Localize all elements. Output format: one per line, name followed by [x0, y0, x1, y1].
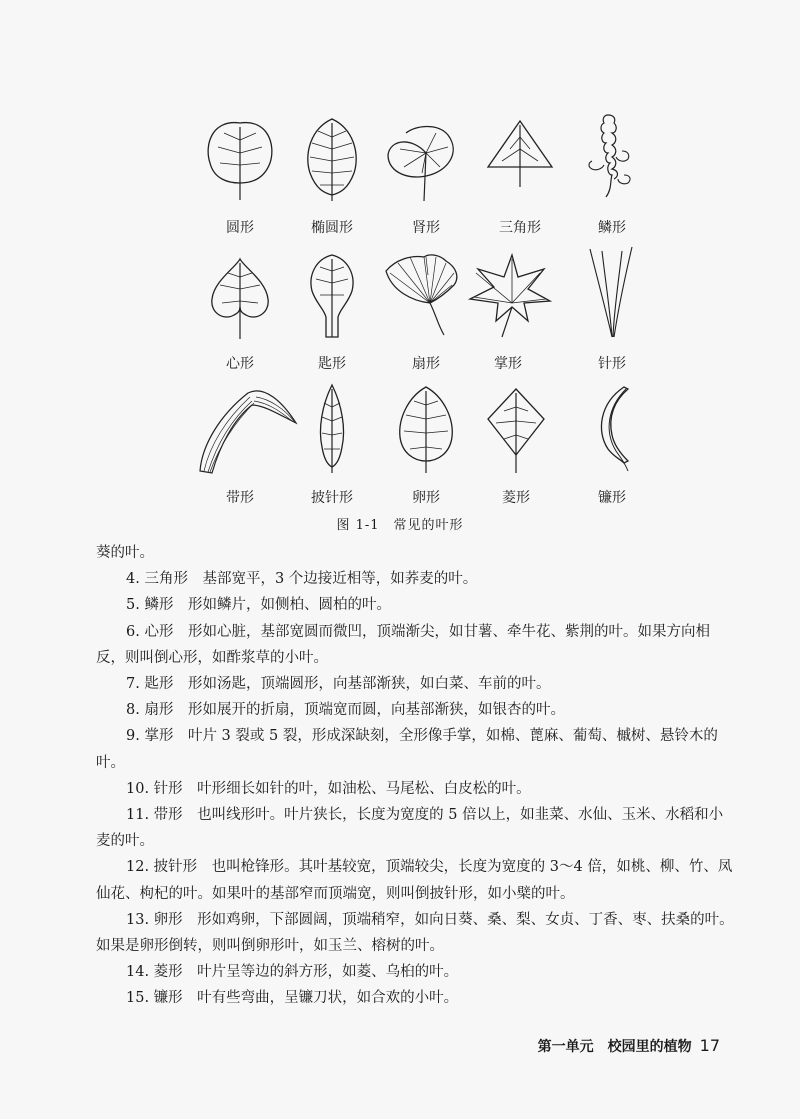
paragraph: 13. 卵形 形如鸡卵，下部圆阔，顶端稍窄，如向日葵、桑、梨、女贞、丁香、枣、扶桑的叶。如果是卵形倒转，则叫倒卵形叶，如玉兰、榕树的叶。: [96, 911, 734, 955]
paragraph: 10. 针形 叶形细长如针的叶，如油松、马尾松、白皮松的叶。: [126, 780, 531, 797]
paragraph: 6. 心形 形如心脏，基部宽圆而微凹，顶端渐尖，如甘薯、牵牛花、紫荆的叶。如果方向相反，则叫倒心形，如酢浆草的小叶。: [96, 623, 710, 666]
page-footer: [538, 1036, 720, 1056]
leaf-label: 披针形: [311, 490, 353, 506]
rhomboid-leaf-drawing: [466, 375, 566, 485]
scale-leaf-drawing: [562, 105, 662, 215]
leaf-falcate: [562, 375, 662, 505]
leaf-label: 卵形: [412, 490, 440, 506]
falcate-leaf-drawing: [562, 375, 662, 485]
paragraph: 14. 菱形 叶片呈等边的斜方形，如菱、乌桕的叶。: [126, 964, 459, 981]
leaf-palmate: [458, 241, 558, 371]
leaf-shapes-figure: [190, 105, 660, 505]
leaf-linear: [190, 375, 290, 505]
cordate-leaf-drawing: [190, 241, 290, 351]
paragraph: 7. 匙形 形如汤匙，顶端圆形，向基部渐狭，如白菜、车前的叶。: [126, 676, 551, 693]
paragraph: 11. 带形 也叫线形叶。叶片狭长，长度为宽度的 5 倍以上，如韭菜、水仙、玉米、水稻和小麦的叶。: [96, 807, 724, 850]
leaf-label: 扇形: [412, 356, 440, 372]
leaf-label: 三角形: [499, 220, 541, 236]
leaf-ovate: [376, 375, 476, 505]
figure-caption: 图 1-1 常见的叶形: [336, 518, 464, 533]
page-number: 17: [699, 1036, 720, 1055]
leaf-label: 心形: [226, 356, 254, 372]
acicular-leaf-drawing: [562, 241, 662, 351]
leaf-label: 掌形: [494, 356, 522, 372]
leaf-reniform: [376, 105, 476, 235]
paragraph: 12. 披针形 也叫枪锋形。其叶基较宽，顶端较尖，长度为宽度的 3～4 倍，如桃、柳、竹、凤仙花、枸杞的叶。如果叶的基部窄而顶端宽，则叫倒披针形，如小檗的叶。: [96, 859, 733, 902]
palmate-leaf-drawing: [458, 241, 558, 351]
elliptic-leaf-drawing: [282, 105, 382, 215]
leaf-label: 肾形: [412, 220, 440, 236]
leaf-acicular: [562, 241, 662, 371]
paragraph: 8. 扇形 形如展开的折扇，顶端宽而圆，向基部渐狭，如银杏的叶。: [126, 702, 565, 719]
deltoid-leaf-drawing: [470, 105, 570, 215]
paragraph: 9. 掌形 叶片 3 裂或 5 裂，形成深缺刻，全形像手掌，如棉、蓖麻、葡萄、槭树、悬铃木的叶。: [96, 728, 718, 771]
leaf-lanceolate: [282, 375, 382, 505]
paragraph: 4. 三角形 基部宽平，3 个边接近相等，如荞麦的叶。: [126, 571, 478, 588]
paragraph: 葵的叶。: [96, 545, 154, 561]
leaf-label: 针形: [598, 356, 626, 372]
leaf-label: 鳞形: [598, 220, 626, 236]
leaf-rhomboid: [466, 375, 566, 505]
leaf-deltoid: [470, 105, 570, 235]
leaf-label: 菱形: [502, 490, 530, 506]
leaf-elliptic: [282, 105, 382, 235]
round-leaf-drawing: [190, 105, 290, 215]
reniform-leaf-drawing: [376, 105, 476, 215]
leaf-scale: [562, 105, 662, 235]
leaf-round: [190, 105, 290, 235]
spatulate-leaf-drawing: [282, 241, 382, 351]
leaf-label: 匙形: [318, 356, 346, 372]
leaf-label: 带形: [226, 490, 254, 506]
section-title: 第一单元 校园里的植物: [537, 1039, 692, 1055]
paragraph: 15. 镰形 叶有些弯曲，呈镰刀状，如合欢的小叶。: [126, 990, 459, 1007]
paragraph: 5. 鳞形 形如鳞片，如侧柏、圆柏的叶。: [126, 597, 391, 614]
leaf-label: 镰形: [598, 490, 626, 506]
body-text: [96, 540, 736, 1012]
lanceolate-leaf-drawing: [282, 375, 382, 485]
leaf-cordate: [190, 241, 290, 371]
ovate-leaf-drawing: [376, 375, 476, 485]
leaf-label: 椭圆形: [311, 220, 353, 236]
leaf-spatulate: [282, 241, 382, 371]
leaf-label: 圆形: [226, 220, 254, 236]
